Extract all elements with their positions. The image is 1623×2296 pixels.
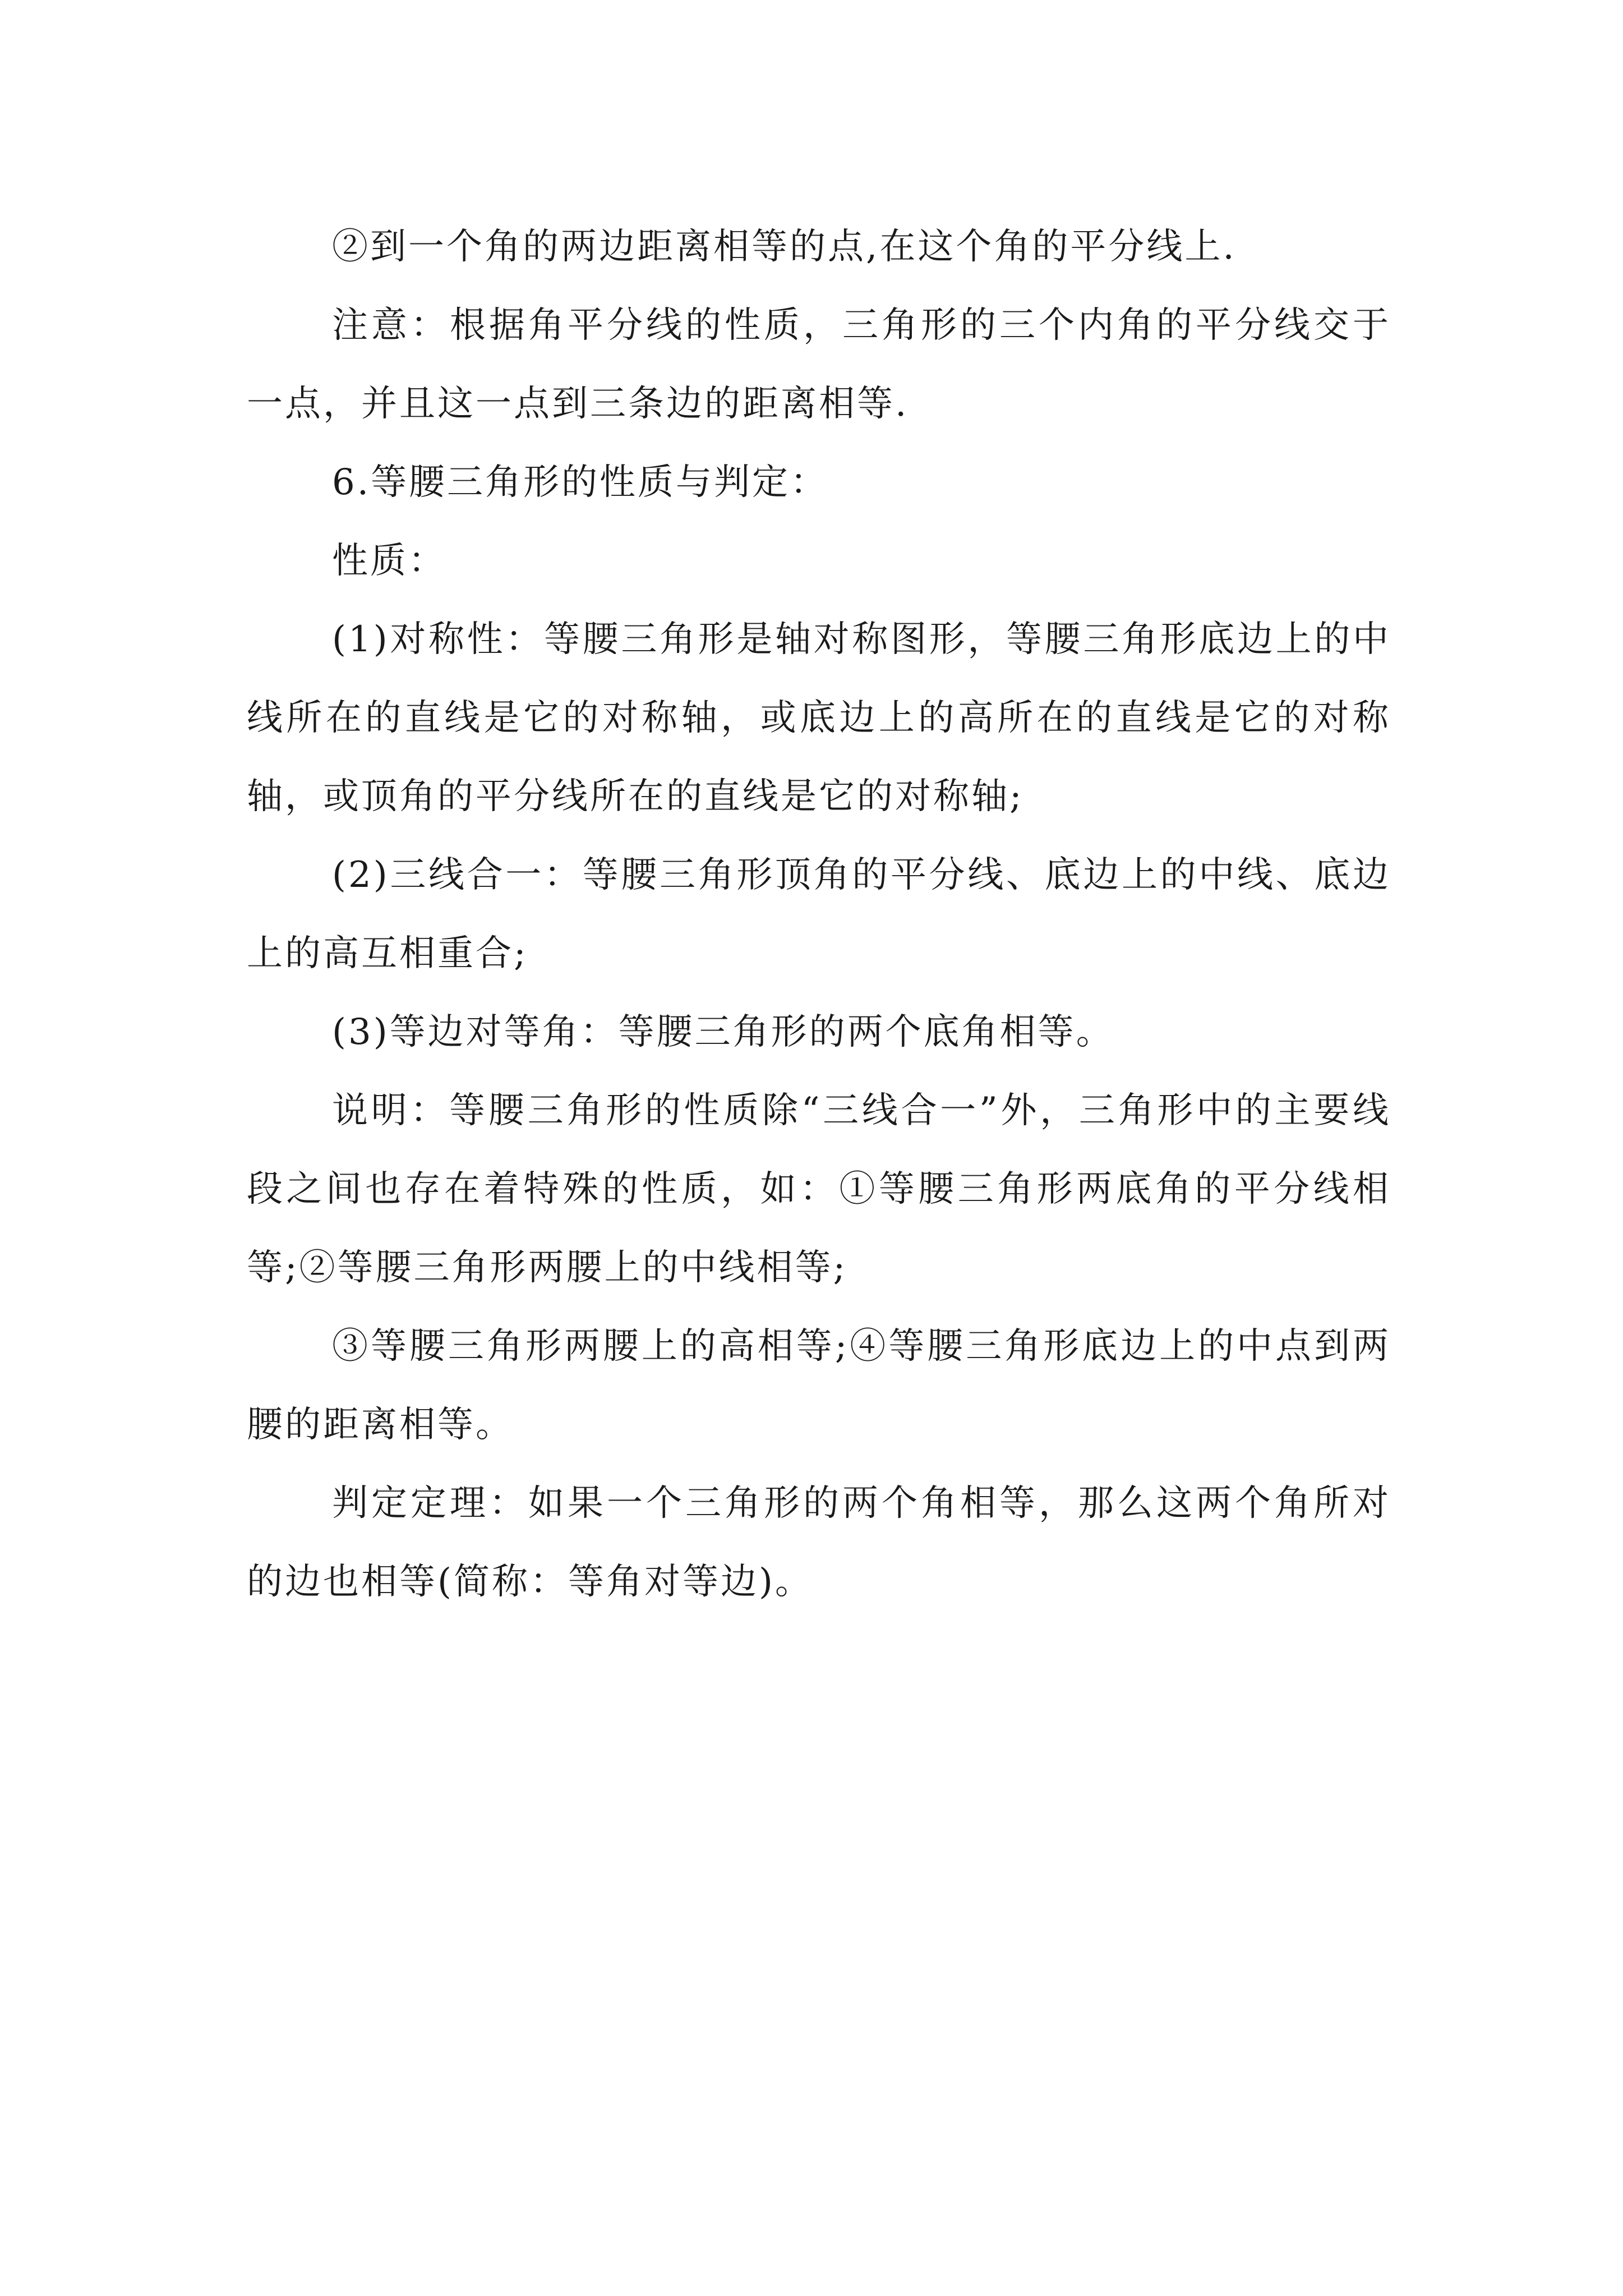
paragraph-note-incenter: 注意：根据角平分线的性质，三角形的三个内角的平分线交于一点，并且这一点到三条边的距离相等. bbox=[247, 305, 1391, 425]
section-heading-isosceles: 6.等腰三角形的性质与判定： bbox=[332, 462, 829, 503]
paragraph-bisector-converse: ②到一个角的两边距离相等的点,在这个角的平分线上. bbox=[332, 226, 1237, 268]
paragraph-symmetry: (1)对称性：等腰三角形是轴对称图形，等腰三角形底边上的中线所在的直线是它的对称轴，或底边上的高所在的直线是它的对称轴，或顶角的平分线所在的直线是它的对称轴; bbox=[247, 619, 1391, 817]
paragraph-decision-theorem: 判定定理：如果一个三角形的两个角相等，那么这两个角所对的边也相等(简称：等角对等边)。 bbox=[247, 1483, 1391, 1603]
paragraph-explanation: 说明：等腰三角形的性质除“三线合一”外，三角形中的主要线段之间也存在着特殊的性质，如：①等腰三角形两底角的平分线相等;②等腰三角形两腰上的中线相等; bbox=[247, 1090, 1391, 1289]
paragraph-equal-angles: (3)等边对等角：等腰三角形的两个底角相等。 bbox=[332, 1011, 1114, 1053]
subheading-properties: 性质： bbox=[332, 540, 446, 582]
paragraph-explanation-continued: ③等腰三角形两腰上的高相等;④等腰三角形底边上的中点到两腰的距离相等。 bbox=[247, 1326, 1391, 1446]
paragraph-three-lines: (2)三线合一：等腰三角形顶角的平分线、底边上的中线、底边上的高互相重合; bbox=[247, 854, 1391, 974]
document-body bbox=[247, 208, 1391, 1621]
